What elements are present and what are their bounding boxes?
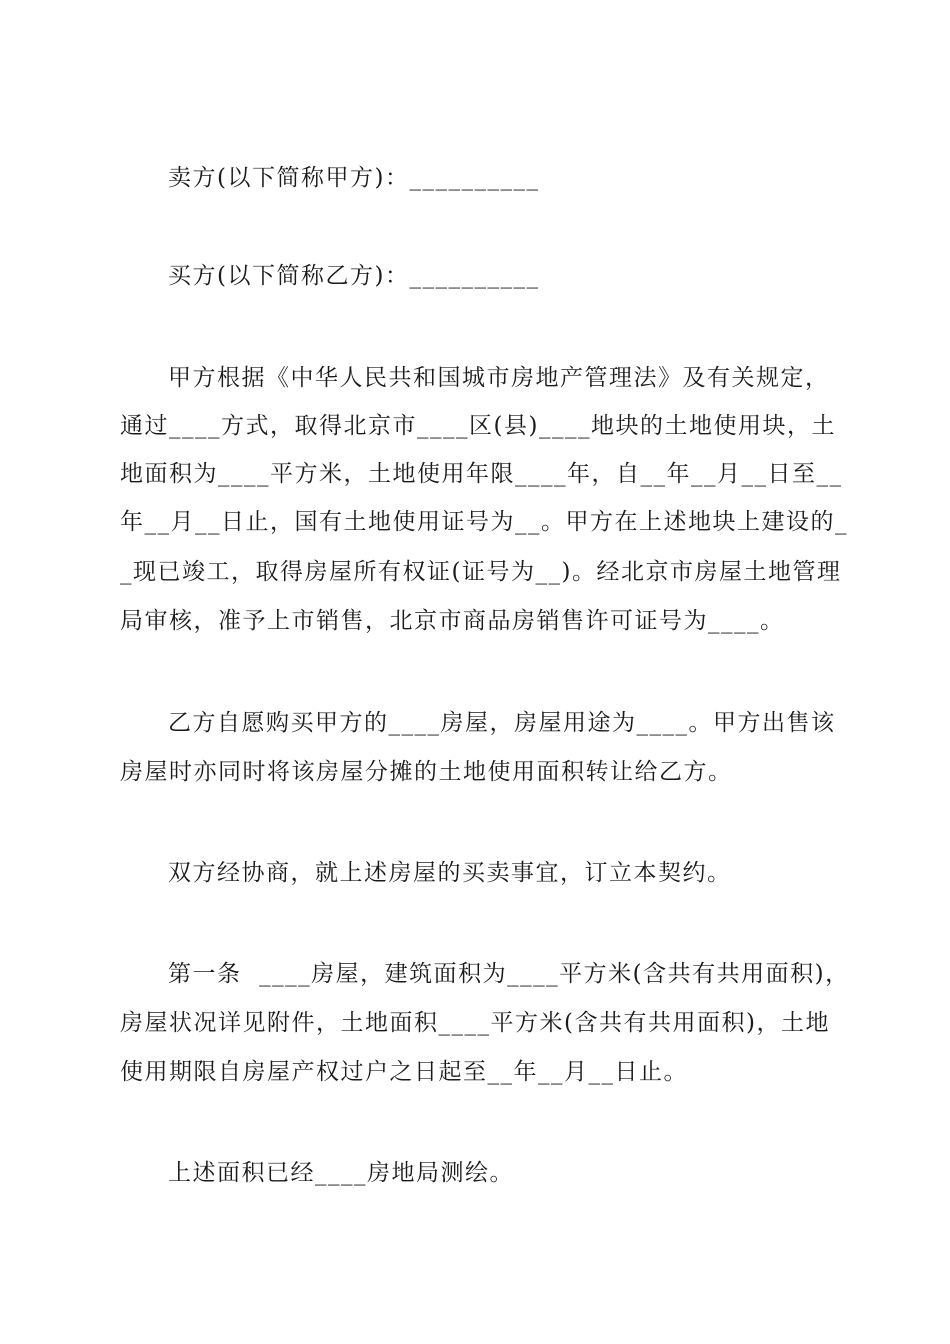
seller-line: 卖方(以下简称甲方)：__________ [168, 165, 540, 191]
article-1-line-3: 使用期限自房屋产权过户之日起至__年__月__日止。 [120, 1059, 688, 1085]
paragraph-1-line-2: 通过____方式，取得北京市____区(县)____地块的土地使用块，土 [120, 413, 836, 439]
article-1-line-1: 第一条 ____房屋，建筑面积为____平方米(含共有共用面积)， [168, 961, 850, 987]
paragraph-3: 双方经协商，就上述房屋的买卖事宜，订立本契约。 [168, 860, 732, 886]
paragraph-5: 上述面积已经____房地局测绘。 [168, 1160, 514, 1186]
paragraph-2-line-2: 房屋时亦同时将该房屋分摊的土地使用面积转让给乙方。 [120, 759, 733, 785]
paragraph-1-line-4: 年__月__日止，国有土地使用证号为__。甲方在上述地块上建设的_ [120, 509, 848, 535]
buyer-line: 买方(以下简称乙方)：__________ [168, 263, 540, 289]
article-1-line-2: 房屋状况详见附件，土地面积____平方米(含共有共用面积)，土地 [120, 1010, 830, 1036]
paragraph-1-line-1: 甲方根据《中华人民共和国城市房地产管理法》及有关规定， [168, 365, 830, 391]
paragraph-2-line-1: 乙方自愿购买甲方的____房屋，房屋用途为____。甲方出售该 [168, 710, 836, 736]
paragraph-1-line-6: 局审核，准予上市销售，北京市商品房销售许可证号为____。 [120, 608, 785, 634]
paragraph-1-line-5: _现已竣工，取得房屋所有权证(证号为__)。经北京市房屋土地管理 [120, 559, 842, 585]
paragraph-1-line-3: 地面积为____平方米，土地使用年限____年，自__年__月__日至__ [120, 461, 843, 487]
